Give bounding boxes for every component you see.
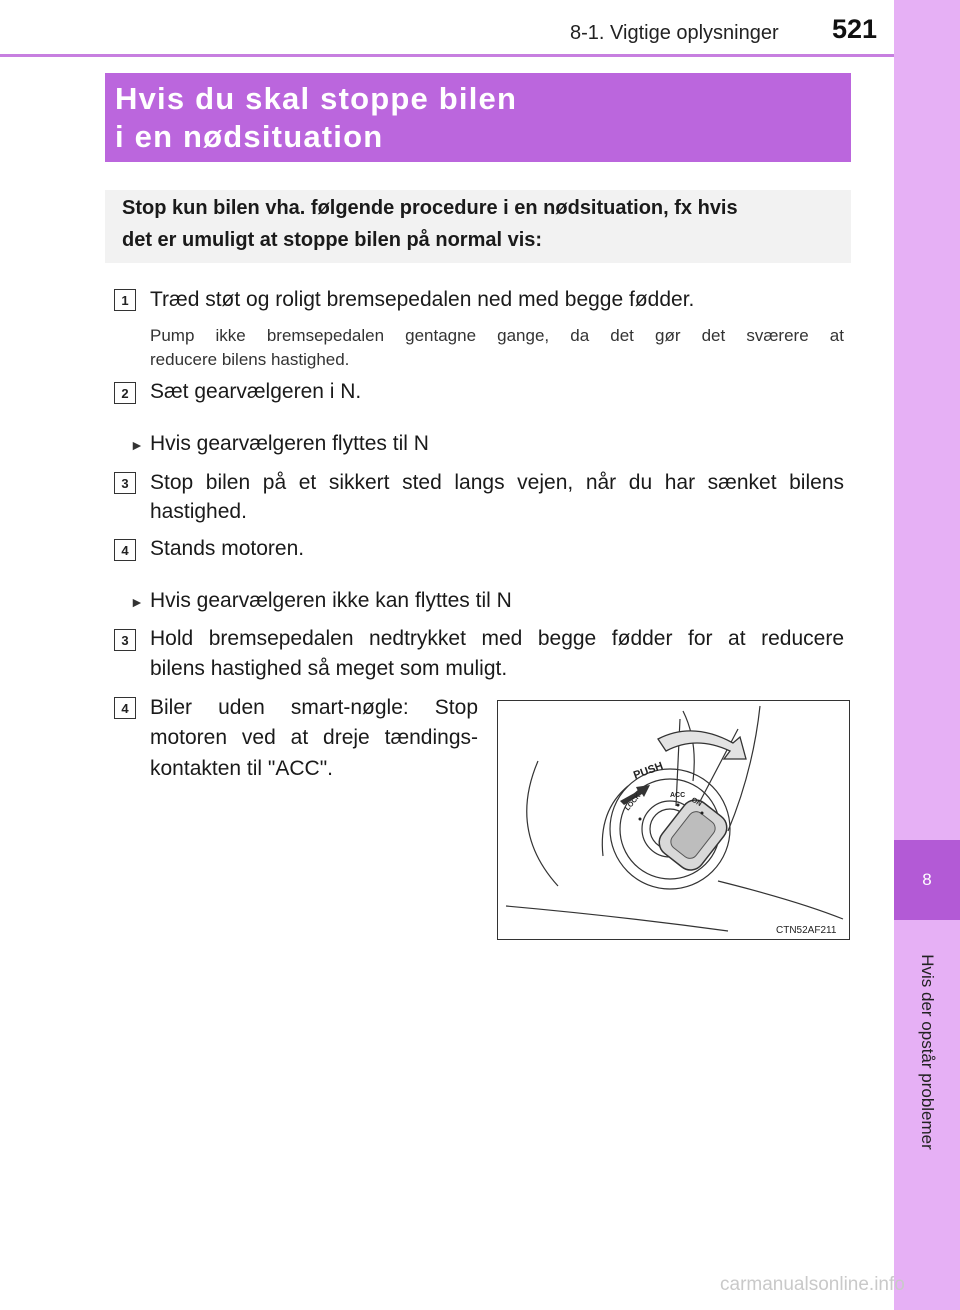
page-number: 521 bbox=[832, 14, 878, 44]
chapter-number-tab[interactable]: 8 bbox=[894, 840, 960, 920]
note-word: Pump bbox=[150, 326, 195, 345]
label-push: PUSH bbox=[631, 760, 665, 782]
note-word: bremsepedalen bbox=[266, 326, 385, 345]
step-number: 3 bbox=[114, 472, 136, 494]
step-text-line2: motoren ved at dreje tændings- bbox=[150, 726, 478, 749]
label-on: ON bbox=[690, 796, 703, 808]
note-word: gentagne bbox=[405, 326, 477, 345]
page-title-line1: Hvis du skal stoppe bilen bbox=[115, 81, 518, 116]
header-divider bbox=[0, 54, 894, 57]
page-title-line2: i en nødsituation bbox=[115, 119, 384, 154]
step-text-line2: bilens hastighed så meget som muligt. bbox=[150, 657, 508, 680]
case-heading: Hvis gearvælgeren ikke kan flyttes til N bbox=[150, 589, 512, 612]
label-acc: ACC bbox=[670, 792, 686, 799]
illustration-code: CTN52AF211 bbox=[776, 925, 837, 936]
intro-line2: det er umuligt at stoppe bilen på normal vis: bbox=[122, 229, 543, 251]
step-text: Stands motoren. bbox=[150, 537, 305, 560]
step-number: 1 bbox=[114, 289, 136, 311]
step-text: Biler uden smart-nøgle: Stop bbox=[150, 696, 478, 719]
chapter-title: Hvis der opstår problemer bbox=[918, 954, 937, 1150]
step-text-line3: kontakten til "ACC". bbox=[150, 757, 333, 780]
note-word: at bbox=[829, 326, 844, 345]
note-word: gør bbox=[654, 326, 681, 345]
note-word: ikke bbox=[215, 326, 246, 345]
ignition-switch-drawing bbox=[498, 701, 849, 939]
note-word: gange, bbox=[497, 326, 550, 345]
ignition-illustration bbox=[497, 700, 850, 940]
page-title-box bbox=[105, 73, 851, 162]
label-lock: LOCK bbox=[624, 792, 643, 813]
step-note-line2: reducere bilens hastighed. bbox=[150, 350, 350, 369]
step-text: Træd støt og roligt bremsepedalen ned med begge fødder. bbox=[150, 288, 695, 311]
note-word: da bbox=[570, 326, 590, 345]
note-word: sværere bbox=[746, 326, 809, 345]
note-word: det bbox=[701, 326, 726, 345]
bullet-arrow-icon: ► bbox=[130, 594, 144, 610]
step-number: 3 bbox=[114, 629, 136, 651]
step-number: 4 bbox=[114, 697, 136, 719]
watermark: carmanualsonline.info bbox=[720, 1274, 905, 1295]
step-note-line1 bbox=[150, 326, 844, 346]
bullet-arrow-icon: ► bbox=[130, 437, 144, 453]
step-number: 4 bbox=[114, 539, 136, 561]
step-text: Sæt gearvælgeren i N. bbox=[150, 380, 362, 403]
section-label: 8-1. Vigtige oplysninger bbox=[570, 22, 779, 44]
intro-line1: Stop kun bilen vha. følgende procedure i en nødsituation, fx hvis bbox=[122, 197, 738, 219]
case-heading: Hvis gearvælgeren flyttes til N bbox=[150, 432, 429, 455]
step-text: Stop bilen på et sikkert sted langs vejen, når du har sænket bilens bbox=[150, 471, 844, 494]
note-word: det bbox=[610, 326, 634, 345]
intro-box bbox=[105, 190, 851, 263]
step-number: 2 bbox=[114, 382, 136, 404]
step-text-line2: hastighed. bbox=[150, 500, 247, 523]
step-text: Hold bremsepedalen nedtrykket med begge fødder for at reducere bbox=[150, 627, 844, 650]
